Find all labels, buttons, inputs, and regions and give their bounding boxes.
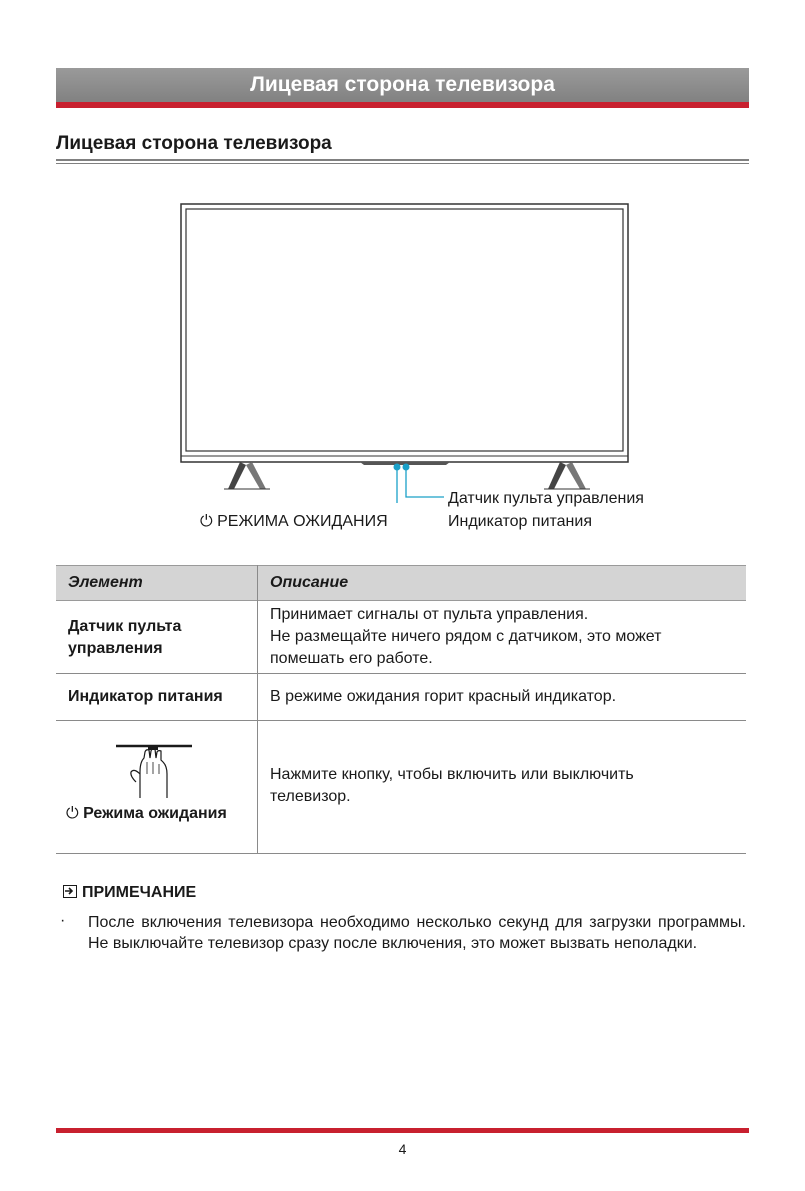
table-row-separator [56, 673, 746, 674]
note-bullet: · [60, 912, 66, 929]
table-row-2-element: Индикатор питания [68, 688, 223, 705]
table-header-description: Описание [270, 574, 349, 591]
remote-sensor-callout [406, 470, 444, 497]
note-heading: ПРИМЕЧАНИЕ [63, 884, 196, 902]
section-rule [56, 159, 749, 161]
power-icon: ⏻ [66, 805, 79, 822]
table-row-separator [56, 720, 746, 721]
power-icon: ⏻ [200, 513, 213, 530]
remote-sensor-label: Датчик пульта управления [448, 490, 644, 507]
note-text: После включения телевизора необходимо несколько секунд для загрузки программы. Не выключайте телевизор сразу после включения, это может вызвать неполадки. [88, 914, 746, 952]
page-banner [56, 68, 749, 108]
remote-sensor-dot [403, 464, 410, 471]
table-header-element: Элемент [68, 574, 143, 591]
table-row-2-description: В режиме ожидания горит красный индикатор. [270, 688, 617, 705]
tv-stand-left [224, 462, 270, 489]
hand-press-button-icon [114, 740, 194, 800]
power-indicator-label: Индикатор питания [448, 513, 592, 530]
table-bottom-border [56, 853, 746, 854]
section-title: Лицевая сторона телевизора [56, 133, 332, 154]
page-number: 4 [398, 1141, 407, 1157]
arrow-right-box-icon [63, 885, 77, 898]
banner-accent-stripe [56, 102, 749, 108]
footer-accent-line [56, 1128, 749, 1133]
standby-label: ⏻ РЕЖИМА ОЖИДАНИЯ [200, 513, 388, 530]
power-indicator-dot [394, 464, 401, 471]
table-header [56, 565, 746, 601]
table-column-divider [257, 565, 258, 853]
table-row-1-element: Датчик пульта управления [68, 618, 182, 657]
table-row-1-description: Принимает сигналы от пульта управления. Не размещайте ничего рядом с датчиком, это может помешать его работе. [270, 606, 662, 667]
banner-title: Лицевая сторона телевизора [250, 73, 555, 96]
section-rule-thin [56, 163, 749, 164]
tv-front-illustration [180, 203, 650, 503]
table-row-3-element: ⏻ Режима ожидания [66, 805, 227, 822]
table-row-3-description: Нажмите кнопку, чтобы включить или выключить телевизор. [270, 766, 634, 805]
tv-screen [186, 209, 623, 451]
tv-stand-right [544, 462, 590, 489]
